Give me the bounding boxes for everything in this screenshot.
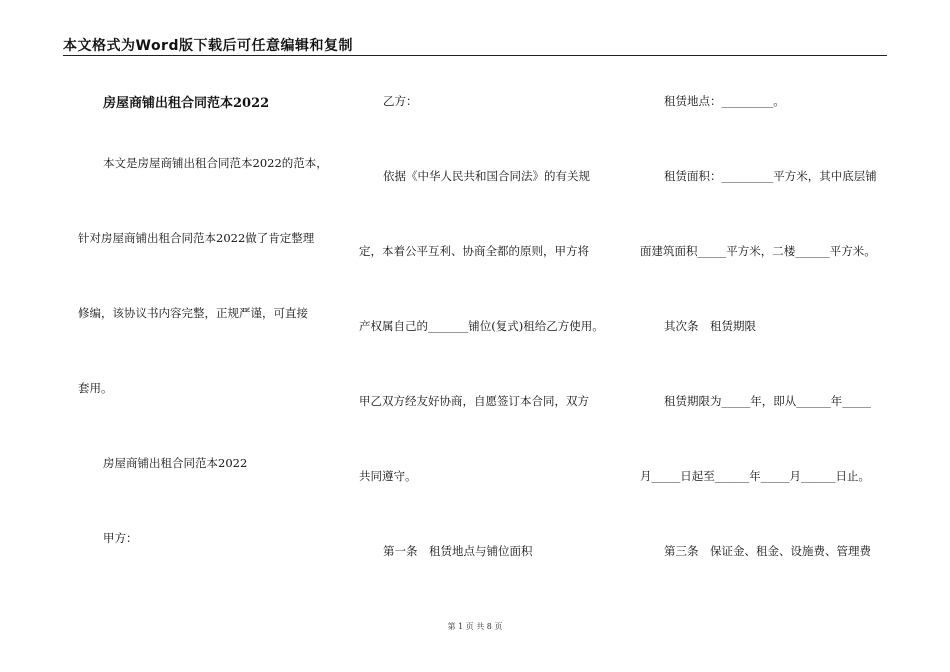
paragraph-line: 面建筑面积_____平方米，二楼______平方米。	[640, 244, 876, 258]
paragraph-line: 产权属自己的_______铺位(复式)租给乙方使用。	[359, 319, 604, 333]
header-title: 本文格式为Word版下载后可任意编辑和复制	[63, 38, 353, 54]
paragraph-line: 乙方：	[383, 94, 418, 108]
paragraph-line: 依据《中华人民共和国合同法》的有关规	[383, 169, 590, 183]
paragraph-line: 修编，该协议书内容完整，正规严谨，可直接	[78, 306, 308, 320]
page-number: 第 1 页 共 8 页	[447, 622, 503, 631]
paragraph-line: 租赁地点：_________。	[664, 94, 785, 108]
paragraph-line: 本文是房屋商铺出租合同范本2022的范本，	[103, 156, 328, 170]
document-title: 房屋商铺出租合同范本2022	[103, 96, 270, 111]
paragraph-line: 租赁面积：_________平方米，其中底层铺	[664, 169, 877, 183]
paragraph-line: 甲方：	[103, 531, 138, 545]
page-header	[63, 33, 887, 56]
paragraph-line: 套用。	[78, 381, 113, 395]
section-heading: 其次条 租赁期限	[664, 319, 756, 333]
paragraph-line: 租赁期限为_____年，即从______年_____	[664, 394, 871, 408]
paragraph-line: 针对房屋商铺出租合同范本2022做了肯定整理	[78, 231, 315, 245]
page-footer	[0, 621, 950, 632]
paragraph-line: 甲乙双方经友好协商，自愿签订本合同，双方	[359, 394, 589, 408]
paragraph-line: 房屋商铺出租合同范本2022	[103, 456, 248, 470]
paragraph-line: 月_____日起至______年_____月______日止。	[640, 469, 870, 483]
section-heading: 第三条 保证金、租金、设施费、管理费	[664, 544, 871, 558]
paragraph-line: 定，本着公平互利、协商全都的原则，甲方将	[359, 244, 589, 258]
paragraph-line: 共同遵守。	[359, 469, 417, 483]
section-heading: 第一条 租赁地点与铺位面积	[383, 544, 533, 558]
